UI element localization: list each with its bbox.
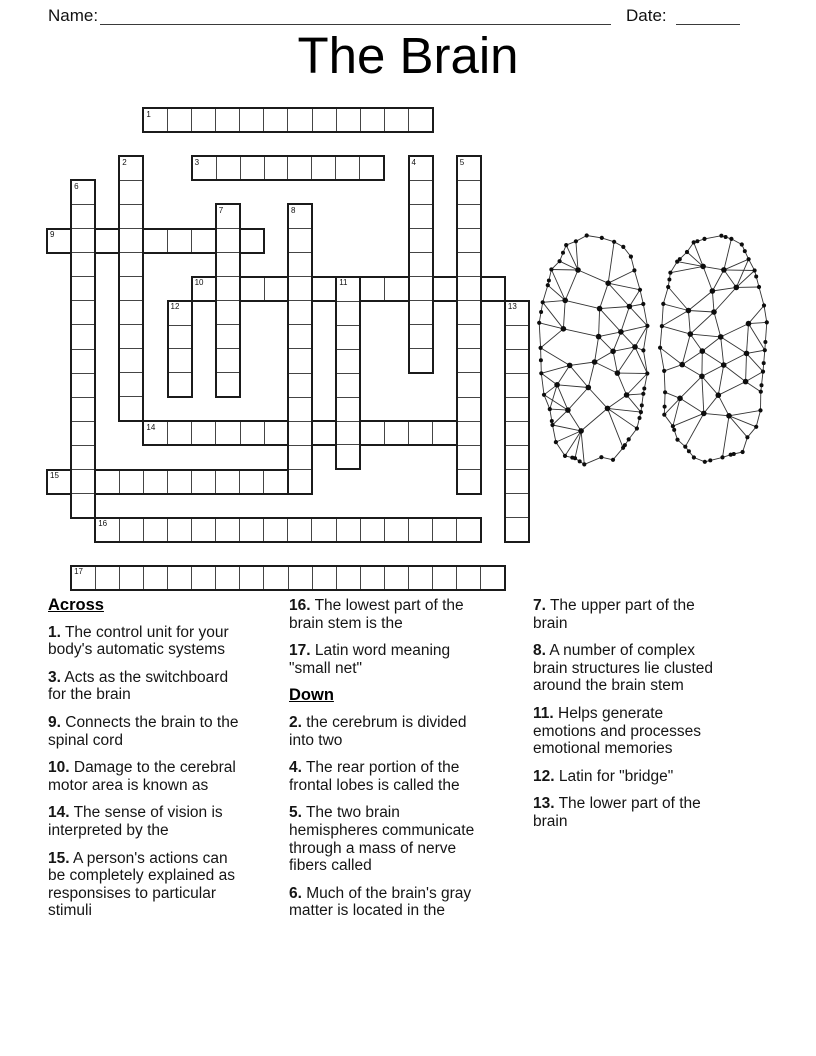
crossword-cell[interactable] — [120, 276, 142, 300]
crossword-cell[interactable] — [263, 109, 287, 131]
word-16-across — [94, 517, 482, 543]
crossword-cell[interactable] — [384, 422, 408, 444]
clue-text: the cerebrum is divided into two — [289, 713, 467, 749]
clue-text: The rear portion of the frontal lobes is called the — [289, 759, 460, 794]
crossword-cell[interactable] — [384, 109, 408, 131]
crossword-cell[interactable] — [217, 252, 239, 276]
crossword-cell[interactable] — [360, 422, 384, 444]
crossword-cell[interactable] — [360, 278, 384, 300]
crossword-cell[interactable] — [119, 471, 143, 493]
crossword-cell[interactable] — [120, 348, 142, 372]
crossword-cell[interactable] — [217, 276, 239, 300]
crossword-cell[interactable] — [263, 519, 287, 541]
crossword-cell[interactable] — [312, 567, 336, 589]
clue-text: The lowest part of the brain stem is the — [289, 597, 464, 632]
crossword-cell[interactable] — [120, 396, 142, 420]
crossword-cell[interactable] — [312, 278, 336, 300]
crossword-cell[interactable] — [336, 519, 360, 541]
crossword-cell[interactable] — [217, 372, 239, 396]
crossword-cell[interactable] — [72, 204, 94, 228]
crossword-cell[interactable] — [191, 567, 215, 589]
crossword-cell[interactable] — [191, 422, 215, 444]
clue-number: 2. — [289, 713, 302, 731]
crossword-cell[interactable] — [289, 276, 311, 300]
crossword-cell[interactable] — [239, 471, 263, 493]
crossword-cell[interactable] — [289, 252, 311, 276]
crossword-cell[interactable] — [458, 300, 480, 324]
crossword-cell[interactable] — [95, 471, 119, 493]
crossword-cell[interactable] — [337, 349, 359, 373]
clue-text: Connects the brain to the spinal cord — [48, 713, 239, 749]
crossword-cell[interactable] — [312, 422, 336, 444]
clue-17 — [289, 642, 477, 677]
crossword-cell[interactable] — [337, 301, 359, 325]
crossword-cell[interactable] — [72, 397, 94, 421]
crossword-cell[interactable] — [287, 109, 311, 131]
clue-number: 17. — [289, 642, 311, 660]
clue-text: A number of complex brain structures lie clusted around the brain stem — [533, 642, 714, 695]
clue-text: The control unit for your body's automatic systems — [48, 623, 229, 659]
clue-16 — [289, 597, 477, 632]
crossword-cell[interactable] — [458, 445, 480, 469]
clue-number-label: 4 — [411, 157, 416, 167]
crossword-cell[interactable] — [335, 157, 359, 179]
crossword-cell[interactable] — [506, 349, 528, 373]
clue-2 — [289, 714, 477, 749]
crossword-cell[interactable] — [410, 204, 432, 228]
crossword-cell[interactable] — [384, 519, 408, 541]
crossword-cell[interactable] — [120, 300, 142, 324]
crossword-cell[interactable] — [506, 397, 528, 421]
name-input-line[interactable] — [100, 23, 611, 25]
crossword-cell[interactable] — [264, 278, 288, 300]
crossword-cell[interactable] — [167, 109, 191, 131]
crossword-cell[interactable] — [408, 567, 432, 589]
clue-number: 6. — [289, 884, 302, 902]
crossword-cell[interactable] — [410, 276, 432, 300]
crossword-cell[interactable] — [410, 180, 432, 204]
crossword-cell[interactable] — [120, 252, 142, 276]
crossword-cell[interactable] — [289, 397, 311, 421]
clue-8 — [533, 642, 730, 695]
crossword-cell[interactable] — [120, 204, 142, 228]
clue-number-label: 11 — [339, 278, 348, 288]
clue-10 — [48, 759, 240, 794]
crossword-cell[interactable] — [410, 252, 432, 276]
crossword-cell[interactable] — [167, 471, 191, 493]
across-header: Across — [48, 596, 104, 614]
crossword-cell[interactable] — [191, 109, 215, 131]
crossword-cell[interactable] — [337, 397, 359, 421]
crossword-cell[interactable] — [240, 422, 264, 444]
crossword-cell[interactable] — [384, 567, 408, 589]
crossword-cell[interactable] — [458, 252, 480, 276]
crossword-cell[interactable] — [167, 230, 191, 252]
crossword-cell[interactable] — [456, 519, 480, 541]
crossword-cell[interactable] — [239, 519, 263, 541]
crossword-cell[interactable] — [458, 397, 480, 421]
clue-number-label: 2 — [122, 157, 127, 167]
crossword-cell[interactable] — [263, 567, 287, 589]
crossword-cell[interactable] — [336, 567, 360, 589]
brain-network-graphic — [536, 228, 772, 468]
clue-number-label: 7 — [218, 205, 224, 215]
crossword-cell[interactable] — [287, 519, 311, 541]
clue-number-label: 10 — [194, 278, 204, 288]
crossword-cell[interactable] — [95, 230, 119, 252]
crossword-cell[interactable] — [119, 567, 143, 589]
word-17-across — [70, 565, 506, 591]
crossword-cell[interactable] — [215, 422, 239, 444]
crossword-cell[interactable] — [337, 421, 359, 445]
crossword-cell[interactable] — [408, 109, 432, 131]
crossword-cell[interactable] — [72, 228, 94, 252]
crossword-cell[interactable] — [217, 228, 239, 252]
crossword-cell[interactable] — [143, 471, 167, 493]
word-5-down — [456, 155, 482, 494]
crossword-cell[interactable] — [408, 519, 432, 541]
clue-3 — [48, 669, 240, 704]
crossword-cell[interactable] — [169, 372, 191, 396]
crossword-cell[interactable] — [240, 157, 264, 179]
crossword-cell[interactable] — [215, 567, 239, 589]
crossword-grid — [47, 108, 533, 594]
clue-number: 9. — [48, 713, 61, 731]
crossword-cell[interactable] — [217, 348, 239, 372]
clue-9 — [48, 714, 240, 749]
down-header: Down — [289, 686, 334, 705]
clue-text: Latin for "bridge" — [554, 767, 674, 785]
clue-number-label: 9 — [50, 230, 55, 239]
crossword-cell[interactable] — [191, 230, 215, 252]
crossword-cell[interactable] — [410, 300, 432, 324]
crossword-cell[interactable] — [72, 493, 94, 517]
crossword-cell[interactable] — [216, 157, 240, 179]
clue-13 — [533, 795, 730, 830]
crossword-cell[interactable] — [120, 372, 142, 396]
crossword-cell[interactable] — [458, 276, 480, 300]
clue-1 — [48, 624, 240, 659]
crossword-cell[interactable] — [289, 421, 311, 445]
crossword-cell[interactable] — [432, 519, 456, 541]
crossword-cell[interactable] — [337, 325, 359, 349]
crossword-cell[interactable] — [312, 109, 336, 131]
clue-5 — [289, 804, 477, 874]
crossword-cell[interactable] — [143, 519, 167, 541]
clue-number: 8. — [533, 642, 546, 660]
clue-14 — [48, 804, 240, 839]
crossword-cell[interactable] — [410, 324, 432, 348]
crossword-cell[interactable] — [120, 228, 142, 252]
crossword-cell[interactable] — [289, 324, 311, 348]
word-7-down — [215, 203, 241, 398]
clue-number: 3. — [48, 668, 61, 686]
crossword-cell[interactable] — [506, 421, 528, 445]
crossword-cell[interactable] — [217, 324, 239, 348]
crossword-cell[interactable] — [432, 567, 456, 589]
clue-text: The upper part of the brain — [533, 597, 695, 632]
crossword-cell[interactable] — [458, 469, 480, 493]
clue-number-label: 5 — [459, 157, 465, 167]
clue-number: 15. — [48, 849, 70, 867]
crossword-cell[interactable] — [167, 422, 191, 444]
crossword-cell[interactable] — [458, 421, 480, 445]
crossword-cell[interactable] — [337, 444, 359, 468]
crossword-cell[interactable] — [458, 204, 480, 228]
word-12-down — [167, 300, 193, 398]
crossword-cell[interactable] — [95, 567, 119, 589]
crossword-cell[interactable] — [72, 469, 94, 493]
clue-text: Much of the brain's gray matter is located in the — [289, 884, 472, 920]
crossword-cell[interactable] — [169, 348, 191, 372]
crossword-cell[interactable] — [432, 278, 456, 300]
crossword-cell[interactable] — [506, 517, 528, 541]
crossword-cell[interactable] — [215, 519, 239, 541]
word-8-down — [287, 203, 313, 494]
crossword-cell[interactable] — [263, 471, 287, 493]
clue-text: Acts as the switchboard for the brain — [48, 668, 229, 704]
crossword-cell[interactable] — [119, 519, 143, 541]
word-13-down — [504, 300, 530, 543]
crossword-cell[interactable] — [72, 276, 94, 300]
crossword-cell[interactable] — [360, 519, 384, 541]
clue-number: 7. — [533, 597, 546, 614]
clue-text: Helps generate emotions and processes emotional memories — [533, 704, 702, 758]
crossword-cell[interactable] — [169, 325, 191, 349]
crossword-cell[interactable] — [191, 471, 215, 493]
word-2-down — [118, 155, 144, 422]
clue-number: 4. — [289, 759, 302, 777]
date-input-line[interactable] — [676, 23, 740, 25]
clue-number-label: 3 — [194, 157, 200, 167]
crossword-cell[interactable] — [336, 109, 360, 131]
crossword-cell[interactable] — [408, 422, 432, 444]
clue-7 — [533, 597, 730, 632]
clue-number: 14. — [48, 804, 70, 822]
clue-text: The lower part of the brain — [533, 795, 701, 830]
crossword-cell[interactable] — [458, 228, 480, 252]
crossword-cell[interactable] — [288, 567, 312, 589]
crossword-cell[interactable] — [120, 180, 142, 204]
crossword-cell[interactable] — [239, 567, 263, 589]
clue-text: Damage to the cerebral motor area is known as — [48, 759, 236, 794]
crossword-cell[interactable] — [337, 373, 359, 397]
clue-number-label: 1 — [146, 109, 151, 119]
crossword-cell[interactable] — [72, 300, 94, 324]
clue-number: 5. — [289, 804, 302, 822]
word-1-across — [142, 107, 433, 133]
word-11-down — [335, 276, 361, 471]
date-label: Date: — [626, 6, 667, 25]
word-3-across — [191, 155, 386, 181]
crossword-cell[interactable] — [480, 278, 504, 300]
crossword-cell[interactable] — [506, 325, 528, 349]
clue-text: Latin word meaning "small net" — [289, 642, 451, 677]
word-6-down — [70, 179, 96, 518]
crossword-cell[interactable] — [72, 421, 94, 445]
crossword-cell[interactable] — [264, 157, 288, 179]
crossword-cell[interactable] — [289, 469, 311, 493]
crossword-cell[interactable] — [143, 567, 167, 589]
crossword-cell[interactable] — [240, 278, 264, 300]
clue-number: 16. — [289, 597, 311, 614]
clue-number-label: 13 — [507, 302, 517, 312]
crossword-cell[interactable] — [72, 324, 94, 348]
crossword-cell[interactable] — [359, 157, 383, 179]
word-4-down — [408, 155, 434, 374]
crossword-cell[interactable] — [456, 567, 480, 589]
crossword-cell[interactable] — [72, 252, 94, 276]
clue-number: 1. — [48, 623, 61, 641]
clue-text: The two brain hemispheres communicate through a mass of nerve fibers called — [289, 804, 475, 875]
crossword-cell[interactable] — [264, 422, 288, 444]
crossword-cell[interactable] — [289, 348, 311, 372]
clue-text: The sense of vision is interpreted by the — [48, 804, 223, 839]
clues-column-1 — [48, 597, 240, 930]
crossword-cell[interactable] — [311, 519, 335, 541]
clue-number-label: 14 — [146, 422, 156, 432]
crossword-cell[interactable] — [289, 228, 311, 252]
clue-12 — [533, 768, 730, 786]
crossword-cell[interactable] — [191, 519, 215, 541]
crossword-cell[interactable] — [72, 373, 94, 397]
crossword-cell[interactable] — [458, 180, 480, 204]
clue-number: 13. — [533, 795, 555, 813]
clue-number: 10. — [48, 759, 70, 777]
crossword-cell[interactable] — [72, 349, 94, 373]
clue-number: 11. — [533, 704, 554, 722]
crossword-cell[interactable] — [360, 109, 384, 131]
clue-number-label: 6 — [74, 181, 79, 191]
crossword-cell[interactable] — [287, 157, 311, 179]
crossword-cell[interactable] — [506, 445, 528, 469]
name-label: Name: — [48, 6, 99, 25]
crossword-cell[interactable] — [289, 445, 311, 469]
crossword-cell[interactable] — [239, 230, 263, 252]
crossword-cell[interactable] — [506, 493, 528, 517]
crossword-cell[interactable] — [384, 278, 408, 300]
crossword-cell[interactable] — [432, 422, 456, 444]
clue-number: 12. — [533, 767, 555, 785]
clue-number-label: 16 — [98, 519, 108, 529]
page-title: The Brain — [297, 27, 519, 84]
crossword-cell[interactable] — [215, 109, 239, 131]
crossword-cell[interactable] — [215, 471, 239, 493]
crossword-cell[interactable] — [72, 445, 94, 469]
crossword-cell[interactable] — [410, 228, 432, 252]
crossword-cell[interactable] — [360, 567, 384, 589]
crossword-cell[interactable] — [239, 109, 263, 131]
crossword-cell[interactable] — [458, 372, 480, 396]
clue-number-label: 8 — [291, 205, 296, 215]
clue-15 — [48, 850, 240, 920]
crossword-cell[interactable] — [289, 300, 311, 324]
clues-column-2 — [289, 597, 477, 930]
crossword-cell[interactable] — [410, 348, 432, 372]
clue-4 — [289, 759, 477, 794]
crossword-cell[interactable] — [506, 373, 528, 397]
clue-text: A person's actions can be completely explained as responsises to particular stimuli — [48, 849, 235, 920]
crossword-cell[interactable] — [289, 373, 311, 397]
clue-number-label: 15 — [50, 471, 59, 480]
crossword-cell[interactable] — [311, 157, 335, 179]
crossword-cell[interactable] — [458, 348, 480, 372]
crossword-cell[interactable] — [458, 324, 480, 348]
clue-number-label: 17 — [74, 567, 83, 577]
clue-number-label: 12 — [170, 302, 180, 312]
crossword-cell[interactable] — [506, 469, 528, 493]
clues-column-3 — [533, 597, 730, 841]
crossword-cell[interactable] — [480, 567, 504, 589]
crossword-cell[interactable] — [143, 230, 167, 252]
crossword-cell[interactable] — [167, 567, 191, 589]
crossword-cell[interactable] — [167, 519, 191, 541]
crossword-cell[interactable] — [120, 324, 142, 348]
clue-6 — [289, 885, 477, 920]
clue-11 — [533, 705, 730, 758]
crossword-cell[interactable] — [217, 300, 239, 324]
